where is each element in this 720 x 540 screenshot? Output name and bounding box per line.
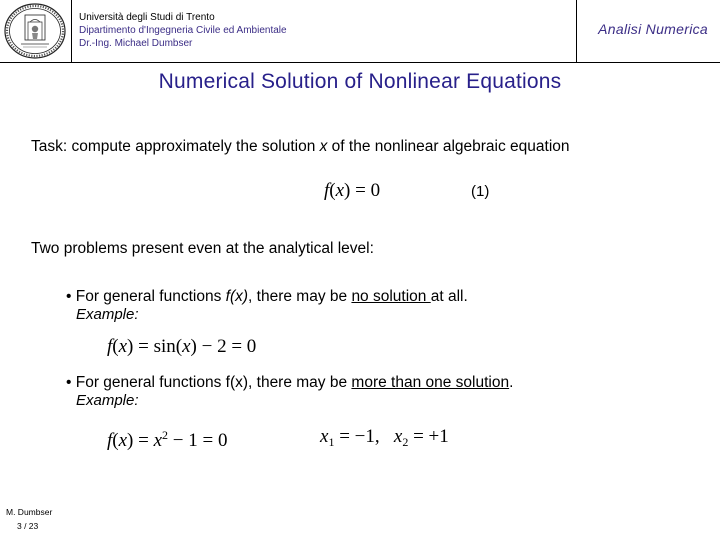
header-divider-left [71,0,72,62]
ex2-function: f [107,430,113,451]
equation-number: (1) [471,183,490,200]
university-name: Università degli Studi di Trento [79,12,215,23]
slide-title: Numerical Solution of Nonlinear Equations [158,70,562,93]
bullet1-mid: , there may be [248,288,352,305]
ex1-eq: = sin( [133,336,183,357]
bullet2-emphasis: more than one solution [351,374,510,391]
ex2-eq: = [133,430,154,451]
ex2-rest: − 1 = 0 [168,430,228,451]
bullet-multiple-solutions [66,374,513,392]
university-seal-icon [3,2,67,60]
task-text-end: of the nonlinear algebraic equation [327,138,570,155]
bullet-no-solution [66,288,468,306]
ex2-exponent: 2 [162,428,169,442]
example-label-1: Example: [76,306,139,323]
page-number: 3 / 23 [17,521,39,531]
solution-2-value: = +1 [408,426,449,447]
equation-1: f(x) = 0 [324,180,381,201]
bullet2-suffix: . [509,374,514,391]
problems-intro: Two problems present even at the analytical level: [31,240,374,257]
solutions [320,426,449,448]
example-label-2: Example: [76,392,139,409]
solution-2-sub: 2 [402,435,409,449]
department-name: Dipartimento d'Ingegneria Civile ed Ambientale [79,25,287,36]
solution-2-var: x [393,426,403,447]
task-text [31,138,570,156]
eq1-function: f [324,180,330,201]
ex1-arg2: x [182,336,191,357]
institution-block [79,11,287,50]
bullet1-function: f(x) [225,288,249,305]
eq1-rhs: = 0 [350,180,381,201]
eq1-arg: x [335,180,345,201]
solution-1-value: = −1, [334,426,380,447]
author-name: Dr.-Ing. Michael Dumbser [79,38,193,49]
task-text-start: Task: compute approximately the solution [31,138,320,155]
example-equation-2: $f(x) = x^2 - 1 = 0$ [107,428,228,451]
ex1-arg: x [118,336,128,357]
task-variable: x [319,138,328,155]
header-rule [0,62,720,63]
example-equation-1: f(x) = sin(x) − 2 = 0 [107,336,257,357]
bullet2-prefix: • For general functions f(x), there may be [66,374,352,391]
footer-author: M. Dumbser [6,507,53,517]
bullet1-prefix: • For general functions [66,288,226,305]
bullet1-emphasis: no solution [351,288,431,305]
ex2-var: x [153,430,163,451]
course-title: Analisi Numerica [598,21,708,37]
ex2-arg: x [118,430,128,451]
solution-1-sub: 1 [328,435,335,449]
ex1-function: f [107,336,113,357]
ex1-rest: ) − 2 = 0 [190,336,257,357]
header-divider-right [576,0,577,62]
bullet1-suffix: at all. [430,288,468,305]
solution-1-var: x [320,426,329,447]
